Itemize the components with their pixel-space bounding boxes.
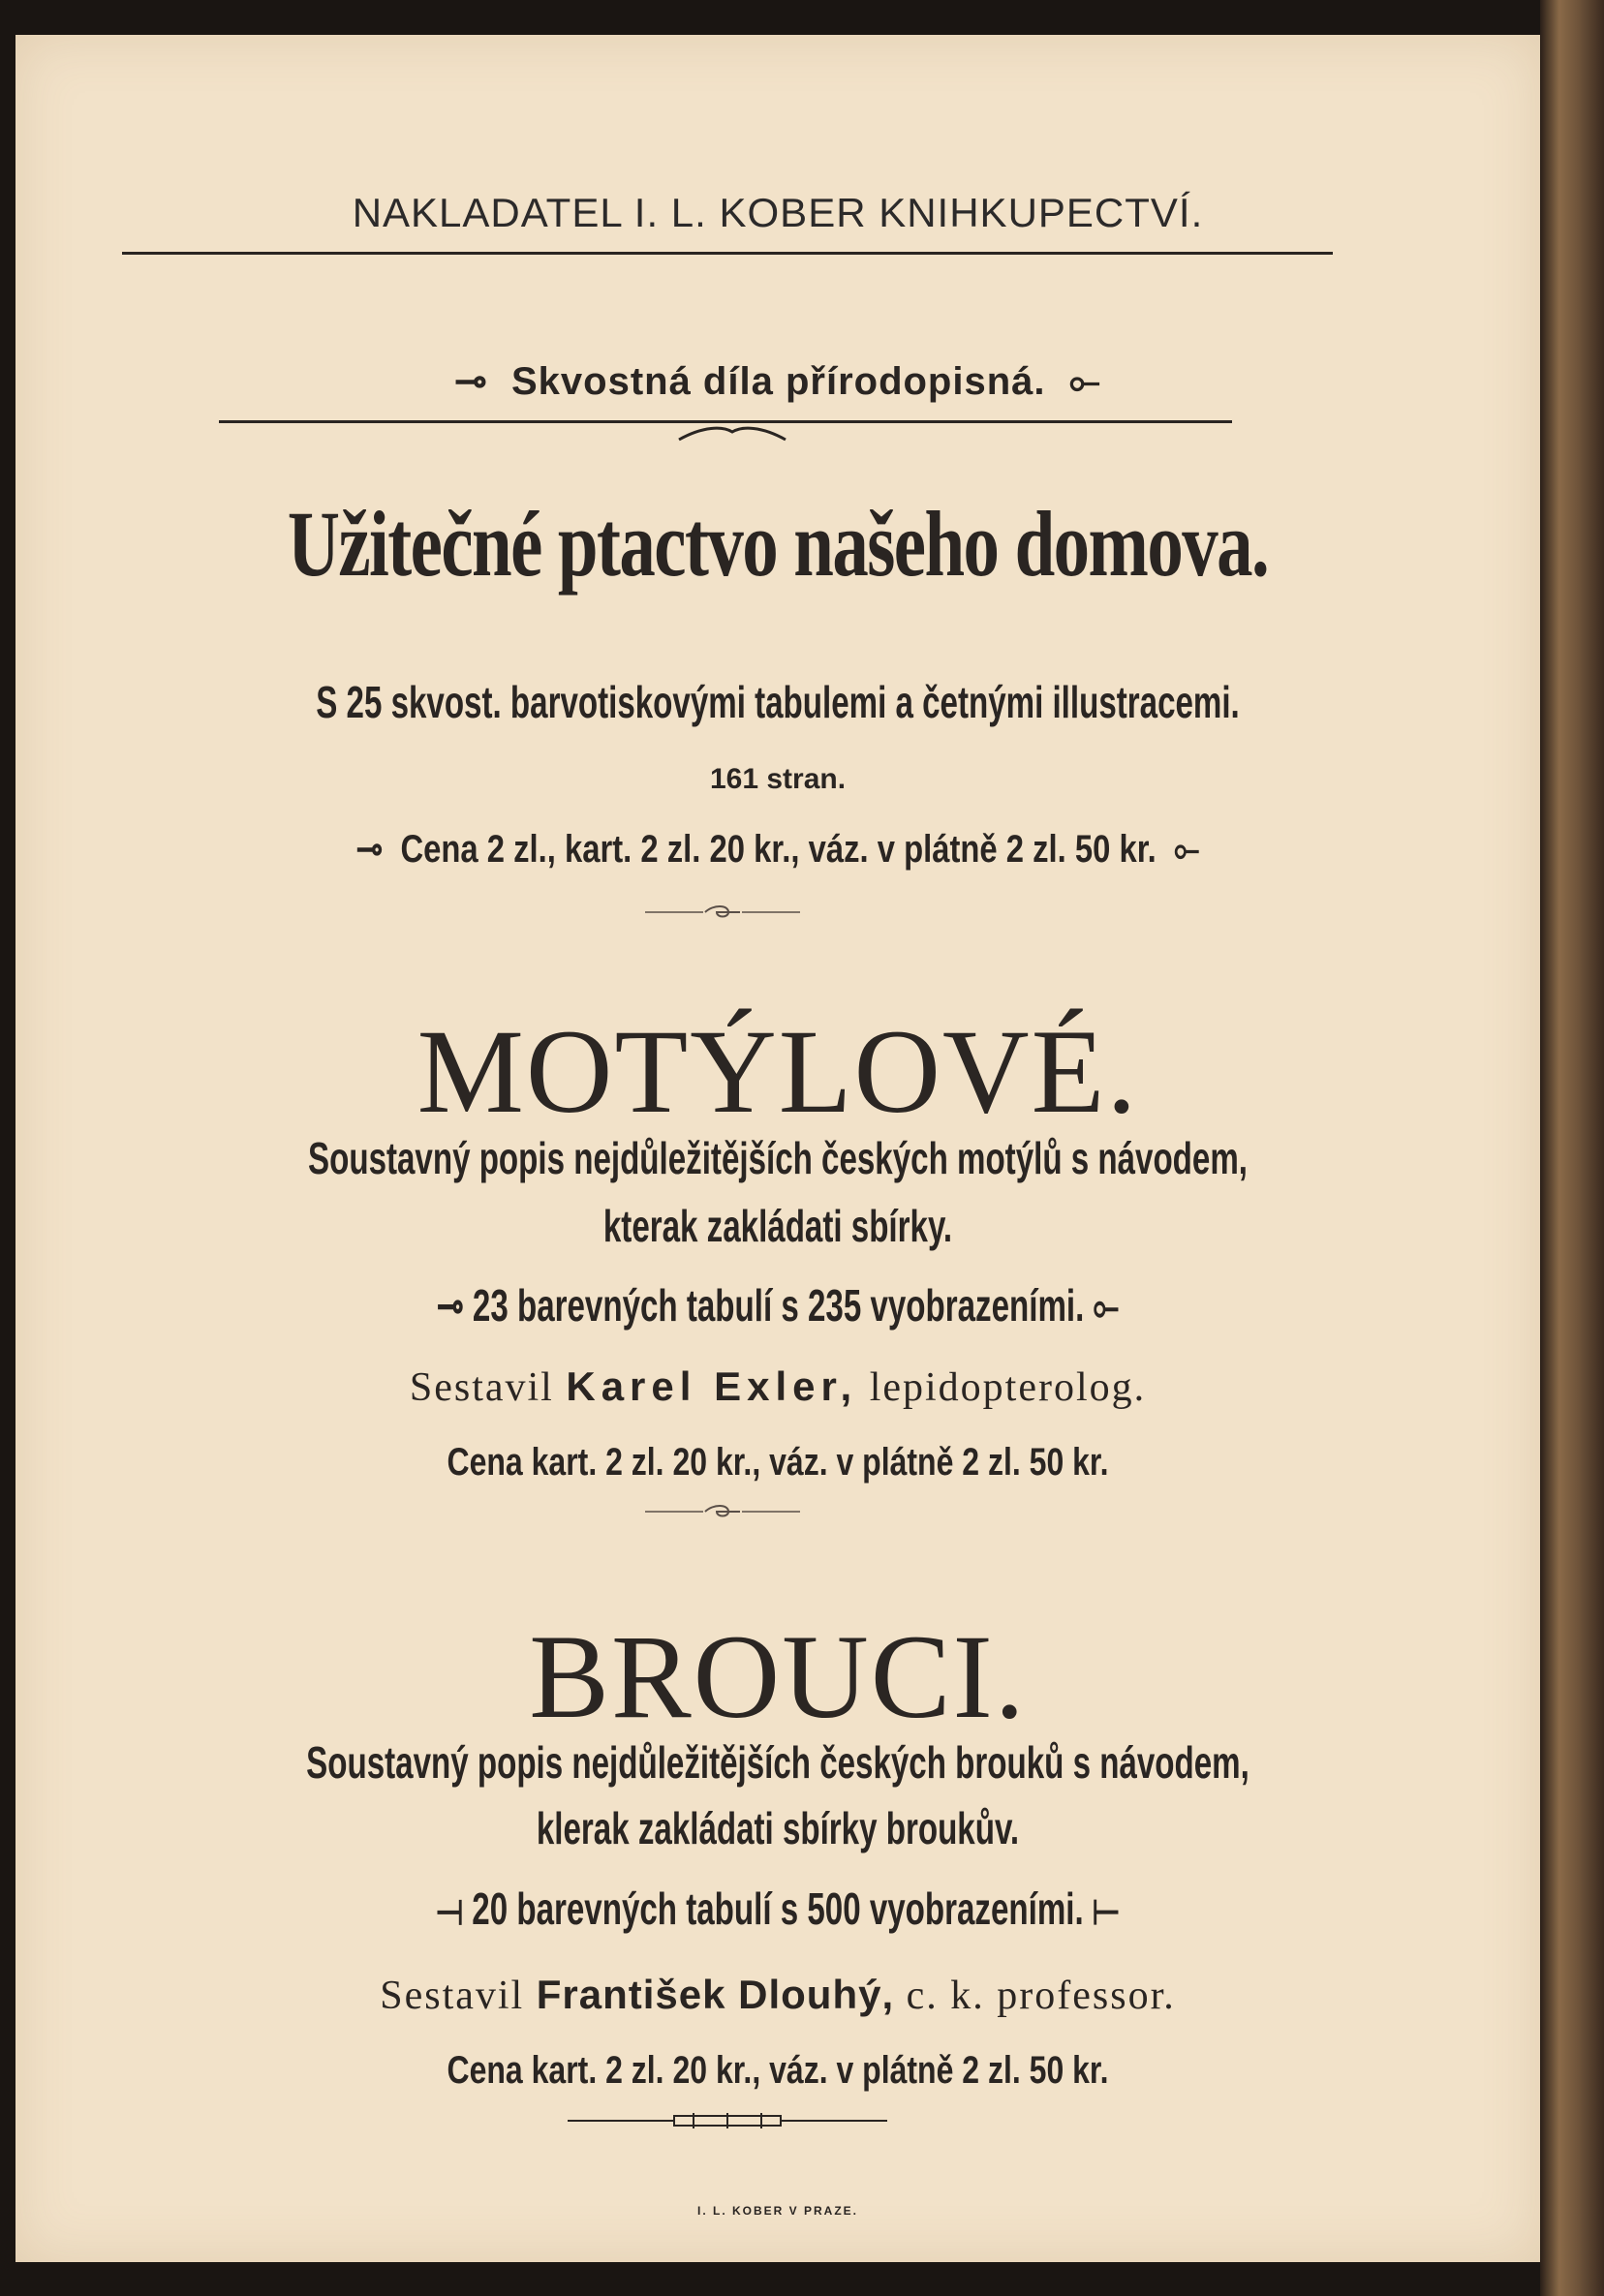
printer-imprint: I. L. KOBER V PRAZE.: [696, 2204, 858, 2218]
pointing-hand-left-icon: ⊸: [454, 360, 500, 403]
author-prefix: Sestavil: [409, 1365, 554, 1410]
flourish-ornament-icon: [674, 424, 790, 444]
book1-subtitle: S 25 skvost. barvotiskovými tabulemi a četnými illustracemi.: [316, 677, 1240, 727]
book3-price: Cena kart. 2 zl. 20 kr., váz. v plátně 2 zl. 50 kr.: [447, 2049, 1109, 2092]
arrow-right-icon: ⟝: [1083, 1883, 1120, 1934]
divider-ornament-icon: [645, 903, 800, 922]
book1-pages: 161 stran.: [709, 763, 847, 795]
book2-description-line2: kterak zakládati sbírky.: [602, 1201, 953, 1251]
arrow-left-icon: ⟞: [436, 1883, 473, 1934]
book1-title: Užitečné ptactvo našeho domova.: [287, 492, 1269, 596]
header-rule: [122, 252, 1333, 255]
book3-author: [15, 1972, 1540, 2019]
end-ornament-icon: [568, 2109, 887, 2132]
book1-price-text: Cena 2 zl., kart. 2 zl. 20 kr., váz. v plátně 2 zl. 50 kr.: [400, 828, 1157, 871]
pointing-hand-left-icon: ⊸: [436, 1280, 473, 1331]
book3-description-line1: Soustavný popis nejdůležitějších českých brouků s návodem,: [306, 1737, 1249, 1788]
book-spine: [1540, 0, 1604, 2296]
page: [15, 35, 1540, 2262]
book3-plates-text: 20 barevných tabulí s 500 vyobrazeními.: [472, 1883, 1084, 1934]
author-suffix: c. k. professor.: [906, 1974, 1176, 2018]
section-rule: [219, 420, 1232, 423]
author-suffix: lepidopterolog.: [869, 1365, 1147, 1410]
book2-plates: [229, 1279, 1326, 1333]
book2-description-line1: Soustavný popis nejdůležitějších českých motýlů s návodem,: [308, 1133, 1248, 1183]
book2-author: [15, 1363, 1540, 1411]
pointing-hand-right-icon: ⟜: [1084, 1280, 1120, 1331]
pointing-hand-right-icon: ⟜: [1057, 360, 1101, 403]
section-title: [15, 359, 1540, 404]
book3-description-line2: klerak zakládati sbírky broukův.: [536, 1803, 1020, 1853]
book2-plates-text: 23 barevných tabulí s 235 vyobrazeními.: [472, 1280, 1085, 1331]
book3-plates: [229, 1883, 1326, 1937]
pointing-hand-left-icon: ⊸: [355, 828, 401, 871]
author-prefix: Sestavil: [380, 1974, 525, 2018]
author-name: Karel Exler,: [566, 1363, 858, 1409]
divider-ornament-icon: [645, 1502, 800, 1521]
pointing-hand-right-icon: ⟜: [1156, 828, 1200, 871]
book3-title: BROUCI.: [529, 1610, 1027, 1743]
book2-title: MOTÝLOVÉ.: [416, 1005, 1139, 1138]
book2-price: Cena kart. 2 zl. 20 kr., váz. v plátně 2 zl. 50 kr.: [447, 1441, 1109, 1484]
section-title-text: Skvostná díla přírodopisná.: [510, 360, 1046, 403]
publisher-header: NAKLADATEL I. L. KOBER KNIHKUPECTVÍ.: [352, 190, 1204, 235]
book1-price: [153, 827, 1404, 872]
author-name: František Dlouhý,: [536, 1972, 895, 2017]
